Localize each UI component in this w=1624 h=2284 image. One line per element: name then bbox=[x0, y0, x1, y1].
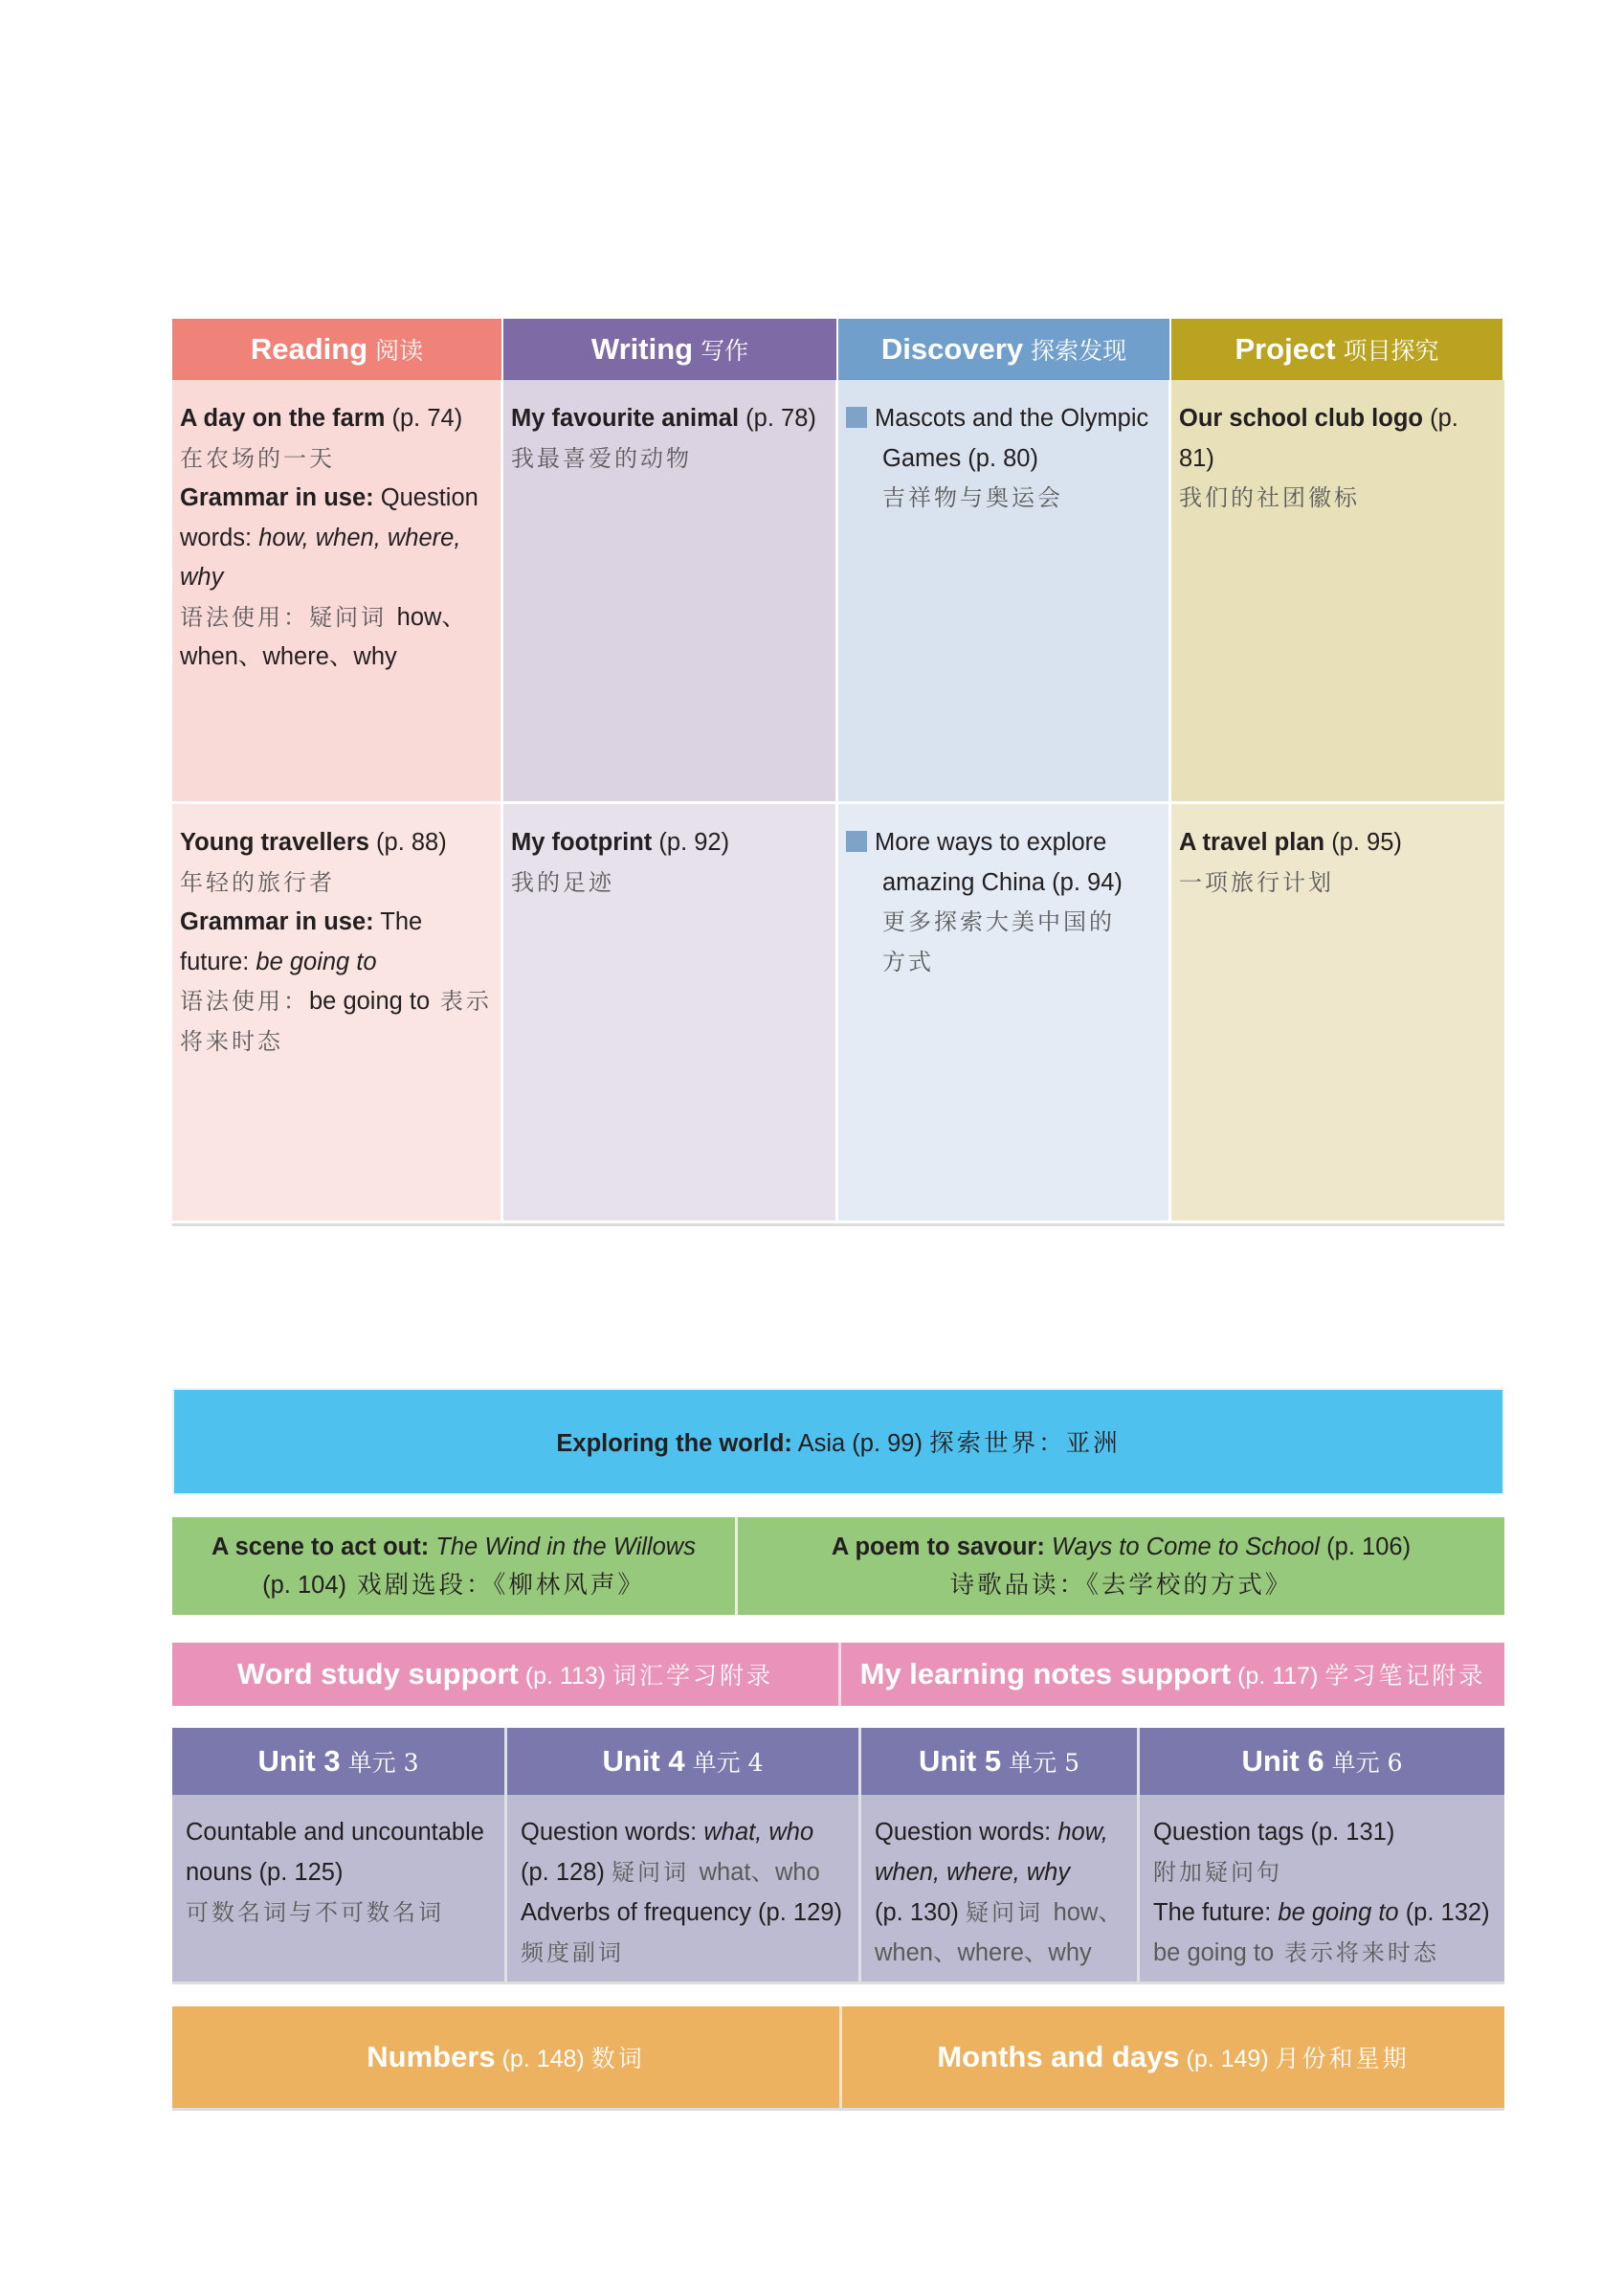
project1-title: Our school club logo bbox=[1179, 405, 1423, 432]
numbers-label: Numbers bbox=[367, 2040, 496, 2073]
unit5-zh-b: how、when、where、why bbox=[875, 1899, 1123, 1966]
scene-bar bbox=[172, 1517, 738, 1615]
scene-zh: 戏剧选段：《柳林风声》 bbox=[346, 1571, 645, 1600]
bullet-square-icon bbox=[846, 831, 867, 852]
units-bottom-border bbox=[172, 1982, 1504, 1984]
poem-bar bbox=[738, 1517, 1504, 1615]
unit5-italic: how, when, where, why bbox=[875, 1819, 1108, 1886]
reading1-grammar-label: Grammar in use: bbox=[180, 484, 374, 511]
writing2-title: My footprint bbox=[511, 829, 653, 856]
writing2-zh: 我的足迹 bbox=[511, 868, 614, 896]
writing1-zh: 我最喜爱的动物 bbox=[511, 444, 692, 472]
unit3-text: Countable and uncountable nouns (p. 125) bbox=[186, 1819, 484, 1886]
reading2-zh: 年轻的旅行者 bbox=[180, 868, 335, 896]
bullet-square-icon bbox=[846, 407, 867, 428]
unit6-label: Unit 6 bbox=[1241, 1744, 1324, 1778]
notes-label: My learning notes support bbox=[859, 1657, 1232, 1691]
scene-page: (p. 104) bbox=[262, 1572, 347, 1599]
months-page: (p. 149) bbox=[1179, 2046, 1276, 2072]
row2-writing-cell bbox=[503, 804, 838, 1223]
header-project-zh: 项目探究 bbox=[1343, 337, 1439, 365]
unit4-text-b: (p. 128) bbox=[521, 1859, 612, 1886]
unit4-text-a: Question words: bbox=[521, 1819, 704, 1846]
explore-label: Exploring the world: bbox=[556, 1430, 792, 1457]
unit4-zh: 单元 4 bbox=[692, 1749, 764, 1777]
reading2-grammar-italic: be going to bbox=[256, 948, 377, 975]
row2-discovery-cell bbox=[838, 804, 1171, 1223]
notes-page: (p. 117) bbox=[1231, 1663, 1325, 1690]
reading2-grammar-zh-tail: 表示将来时态 bbox=[180, 988, 492, 1055]
poem-title: Ways to Come to School bbox=[1044, 1534, 1321, 1560]
unit5-zh: 单元 5 bbox=[1009, 1749, 1079, 1777]
unit4-text-c: Adverbs of frequency (p. 129) bbox=[521, 1899, 842, 1926]
unit6-text-a: Question tags (p. 131) bbox=[1153, 1819, 1395, 1846]
header-writing bbox=[503, 319, 836, 380]
header-reading-zh: 阅读 bbox=[375, 337, 424, 365]
poem-zh: 诗歌品读：《去学校的方式》 bbox=[949, 1571, 1293, 1600]
unit6-zh: 单元 6 bbox=[1331, 1749, 1403, 1777]
discovery1-zh: 吉祥物与奥运会 bbox=[882, 484, 1063, 511]
unit3-cell bbox=[172, 1795, 507, 1982]
months-bar bbox=[842, 2006, 1504, 2108]
unit6-zh-b2: 表示将来时态 bbox=[1274, 1939, 1439, 1966]
header-project bbox=[1171, 319, 1502, 380]
header-discovery bbox=[838, 319, 1169, 380]
header-writing-zh: 写作 bbox=[701, 337, 749, 365]
months-label: Months and days bbox=[937, 2040, 1180, 2073]
table-bottom-border bbox=[172, 1223, 1504, 1226]
poem-label: A poem to savour: bbox=[831, 1534, 1045, 1560]
reading2-grammar-zh-words: be going to bbox=[309, 988, 431, 1015]
reading1-title: A day on the farm bbox=[180, 405, 386, 432]
row1-discovery-cell bbox=[838, 380, 1171, 804]
unit4-label: Unit 4 bbox=[602, 1744, 685, 1778]
reading1-grammar-italic: how, when, where, why bbox=[180, 524, 461, 591]
reading2-page: (p. 88) bbox=[368, 829, 447, 856]
word-study-bar bbox=[172, 1643, 841, 1706]
unit4-header bbox=[507, 1728, 861, 1795]
unit5-label: Unit 5 bbox=[919, 1744, 1002, 1778]
header-reading-label: Reading bbox=[250, 332, 368, 366]
project1-zh: 我们的社团徽标 bbox=[1179, 484, 1360, 511]
reading2-grammar-label: Grammar in use: bbox=[180, 908, 374, 935]
unit5-text-b: (p. 130) bbox=[875, 1899, 966, 1926]
scene-label: A scene to act out: bbox=[211, 1534, 430, 1560]
unit5-cell bbox=[861, 1795, 1140, 1982]
unit6-cell bbox=[1140, 1795, 1504, 1982]
reading1-zh: 在农场的一天 bbox=[180, 444, 335, 472]
unit6-zh-b1: be going to bbox=[1153, 1939, 1275, 1966]
scene-title: The Wind in the Willows bbox=[429, 1534, 696, 1560]
unit6-header bbox=[1140, 1728, 1504, 1795]
unit3-zh: 单元 3 bbox=[347, 1749, 419, 1777]
notes-zh: 学习笔记附录 bbox=[1324, 1662, 1486, 1690]
unit3-cell-zh: 可数名词与不可数名词 bbox=[186, 1899, 444, 1926]
numbers-page: (p. 148) bbox=[495, 2046, 591, 2072]
unit5-zh-a: 疑问词 bbox=[965, 1899, 1054, 1926]
discovery2-zh: 更多探索大美中国的方式 bbox=[882, 908, 1115, 975]
unit6-page: (p. 132) bbox=[1398, 1899, 1490, 1926]
reading2-grammar-text: The future: bbox=[180, 908, 423, 975]
row2-project-cell bbox=[1171, 804, 1504, 1223]
unit3-label: Unit 3 bbox=[257, 1744, 341, 1778]
writing1-page: (p. 78) bbox=[739, 405, 816, 432]
project1-page: (p. 81) bbox=[1179, 405, 1458, 472]
row1-reading-cell bbox=[172, 380, 503, 804]
project2-page: (p. 95) bbox=[1324, 829, 1402, 856]
row1-writing-cell bbox=[503, 380, 838, 804]
reading1-page: (p. 74) bbox=[385, 405, 463, 432]
appendix-bottom-border bbox=[172, 2108, 1504, 2111]
unit4-zh-c: 频度副词 bbox=[521, 1939, 624, 1966]
reading1-grammar-zh-words: how、when、where、why bbox=[180, 603, 466, 670]
header-discovery-label: Discovery bbox=[880, 332, 1024, 366]
word-study-zh: 词汇学习附录 bbox=[612, 1662, 774, 1690]
unit6-italic: be going to bbox=[1278, 1899, 1399, 1926]
writing1-title: My favourite animal bbox=[511, 405, 740, 432]
unit5-text-a: Question words: bbox=[875, 1819, 1058, 1846]
word-study-page: (p. 113) bbox=[518, 1663, 613, 1690]
unit4-italic: what, who bbox=[703, 1819, 814, 1846]
reading2-grammar-zh: 语法使用： bbox=[180, 988, 309, 1015]
explore-zh: 探索世界：亚洲 bbox=[929, 1429, 1121, 1458]
row1-project-cell bbox=[1171, 380, 1504, 804]
discovery2-title-a: More ways to explore bbox=[875, 829, 1107, 856]
row2-reading-cell bbox=[172, 804, 503, 1223]
discovery1-title-a: Mascots and the Olympic bbox=[875, 405, 1149, 432]
project2-title: A travel plan bbox=[1179, 829, 1325, 856]
exploring-world-bar bbox=[172, 1388, 1504, 1495]
header-discovery-zh: 探索发现 bbox=[1031, 337, 1127, 365]
explore-text: Asia (p. 99) bbox=[791, 1430, 930, 1457]
header-project-label: Project bbox=[1235, 332, 1336, 366]
numbers-zh: 数词 bbox=[590, 2045, 645, 2072]
header-writing-label: Writing bbox=[590, 332, 694, 366]
unit4-zh-a: 疑问词 bbox=[611, 1859, 700, 1886]
numbers-bar bbox=[172, 2006, 842, 2108]
unit6-text-b: The future: bbox=[1153, 1899, 1279, 1926]
word-study-label: Word study support bbox=[236, 1657, 519, 1691]
poem-page: (p. 106) bbox=[1320, 1534, 1412, 1560]
discovery2-title-b: amazing China (p. 94) bbox=[882, 868, 1123, 896]
unit3-header bbox=[172, 1728, 507, 1795]
unit6-zh-a: 附加疑问句 bbox=[1153, 1859, 1282, 1886]
unit4-zh-b: what、who bbox=[699, 1859, 820, 1886]
reading1-grammar-text: Question words: bbox=[180, 484, 478, 551]
learning-notes-bar bbox=[841, 1643, 1504, 1706]
unit5-header bbox=[861, 1728, 1140, 1795]
header-reading bbox=[172, 319, 501, 380]
writing2-page: (p. 92) bbox=[652, 829, 730, 856]
months-zh: 月份和星期 bbox=[1275, 2045, 1410, 2072]
reading2-title: Young travellers bbox=[180, 829, 369, 856]
discovery1-title-b: Games (p. 80) bbox=[882, 444, 1038, 472]
project2-zh: 一项旅行计划 bbox=[1179, 868, 1334, 896]
reading1-grammar-zh: 语法使用：疑问词 bbox=[180, 603, 397, 631]
unit4-cell bbox=[507, 1795, 861, 1982]
